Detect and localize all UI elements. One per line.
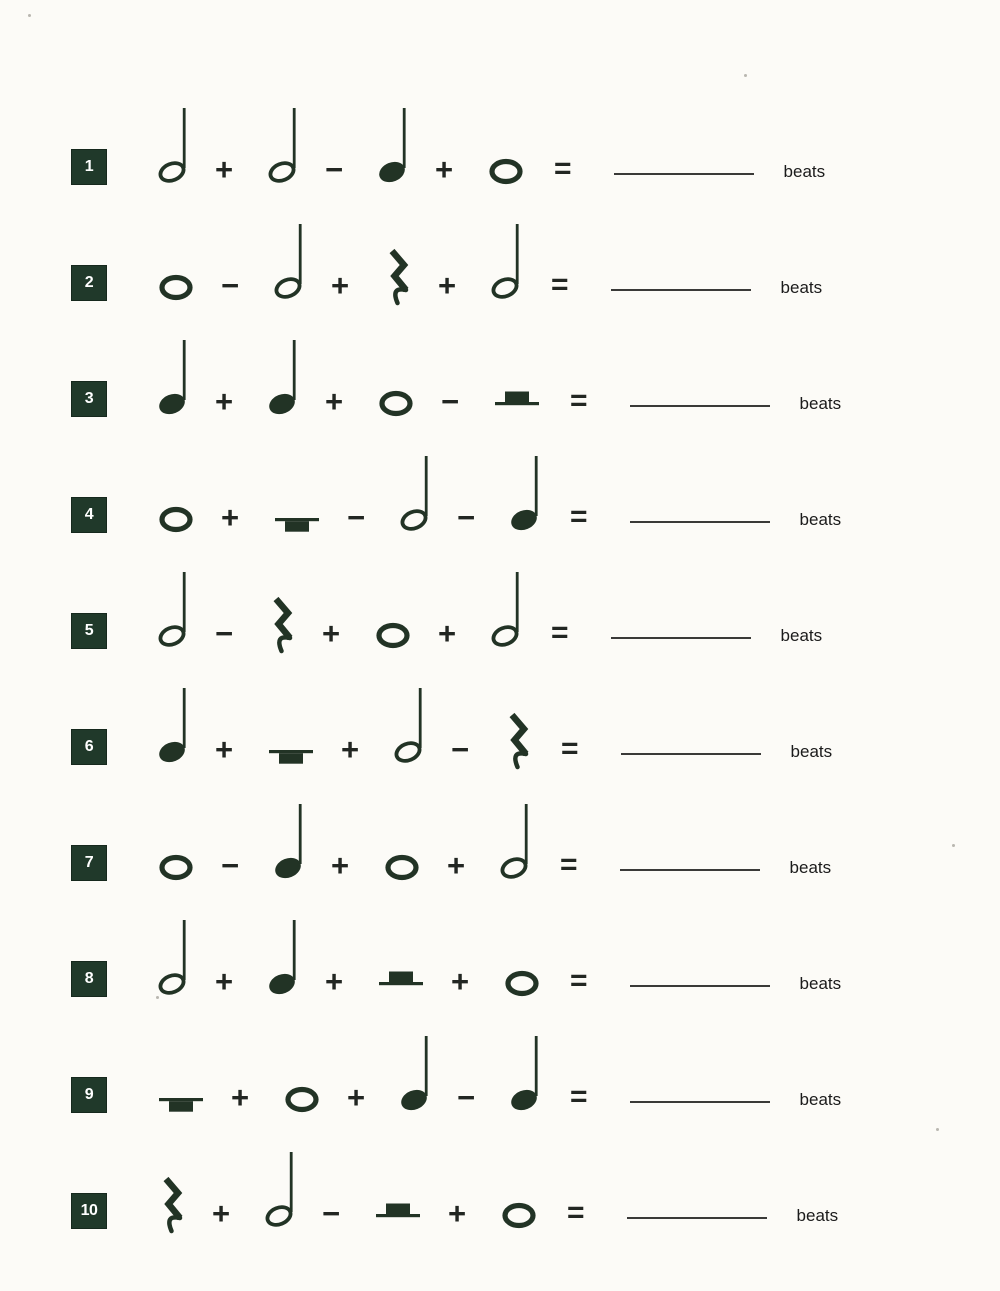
plus-operator: + (215, 152, 234, 187)
half-rest-symbol (378, 970, 424, 986)
plus-operator: + (447, 848, 466, 883)
minus-operator: − (441, 384, 460, 419)
problem-row (0, 192, 1000, 308)
equation-terms (158, 336, 540, 424)
half-note-symbol (394, 684, 424, 764)
equals-sign: = (560, 848, 578, 881)
half-note-symbol (265, 1148, 295, 1228)
problems-list (0, 76, 1000, 1236)
quarter-note-symbol (274, 800, 304, 880)
beats-label: beats (796, 1206, 839, 1225)
quarter-note-symbol (510, 1032, 540, 1112)
beats-label: beats (799, 394, 842, 413)
minus-operator: − (221, 268, 240, 303)
problem-number: 5 (84, 622, 94, 639)
problem-number-badge (72, 150, 106, 184)
quarter-rest-symbol (158, 1176, 185, 1234)
plus-operator: + (215, 732, 234, 767)
problem-number: 2 (84, 274, 94, 291)
equals-sign: = (551, 616, 569, 649)
problem-number-badge (72, 730, 106, 764)
half-note-symbol (268, 104, 298, 184)
quarter-rest-symbol (384, 248, 411, 306)
equation-terms (158, 452, 540, 540)
problem-number-badge (72, 382, 106, 416)
half-note-symbol (274, 220, 304, 300)
equals-sign: = (554, 152, 572, 185)
whole-note-symbol (158, 274, 194, 301)
quarter-rest-symbol (504, 712, 531, 770)
plus-operator: + (347, 1080, 366, 1115)
equation-terms (158, 800, 530, 888)
plus-operator: + (331, 268, 350, 303)
beats-label: beats (799, 510, 842, 529)
answer-blank[interactable] (621, 753, 761, 755)
beats-label: beats (789, 858, 832, 877)
plus-operator: + (438, 616, 457, 651)
beats-label: beats (783, 162, 826, 181)
problem-number: 9 (84, 1086, 94, 1103)
equals-sign: = (570, 964, 588, 997)
scan-speckle (156, 996, 159, 999)
equals-sign: = (551, 268, 569, 301)
answer-blank[interactable] (614, 173, 754, 175)
equals-sign: = (570, 1080, 588, 1113)
problem-row (0, 656, 1000, 772)
whole-rest-symbol (268, 749, 314, 765)
half-note-symbol (158, 916, 188, 996)
whole-note-symbol (378, 390, 414, 417)
plus-operator: + (215, 964, 234, 999)
problem-row (0, 76, 1000, 192)
scan-speckle (936, 1128, 939, 1131)
problem-number: 8 (84, 970, 94, 987)
whole-note-symbol (504, 970, 540, 997)
minus-operator: − (457, 1080, 476, 1115)
minus-operator: − (221, 848, 240, 883)
whole-note-symbol (284, 1086, 320, 1113)
quarter-note-symbol (158, 336, 188, 416)
quarter-note-symbol (400, 1032, 430, 1112)
answer-blank[interactable] (630, 985, 770, 987)
answer-blank[interactable] (611, 289, 751, 291)
quarter-rest-symbol (268, 596, 295, 654)
problem-number-badge (72, 1078, 106, 1112)
plus-operator: + (341, 732, 360, 767)
answer-blank[interactable] (630, 521, 770, 523)
plus-operator: + (322, 616, 341, 651)
equals-sign: = (567, 1196, 585, 1229)
plus-operator: + (435, 152, 454, 187)
problem-row (0, 308, 1000, 424)
minus-operator: − (215, 616, 234, 651)
problem-number-badge (72, 266, 106, 300)
problem-number: 6 (84, 738, 94, 755)
beats-label: beats (799, 1090, 842, 1109)
half-note-symbol (491, 220, 521, 300)
problem-row (0, 772, 1000, 888)
problem-number-badge (72, 614, 106, 648)
problem-number-badge (72, 962, 106, 996)
equation-terms (158, 684, 531, 772)
scan-speckle (28, 14, 31, 17)
beats-label: beats (780, 626, 823, 645)
half-note-symbol (491, 568, 521, 648)
problem-number-badge (72, 846, 106, 880)
whole-note-symbol (488, 158, 524, 185)
problem-row (0, 424, 1000, 540)
equation-terms (158, 916, 540, 1004)
equation-terms (158, 1032, 540, 1120)
scan-speckle (952, 844, 955, 847)
equals-sign: = (561, 732, 579, 765)
half-rest-symbol (375, 1202, 421, 1218)
answer-blank[interactable] (620, 869, 760, 871)
half-note-symbol (500, 800, 530, 880)
equation-terms (158, 104, 524, 192)
quarter-note-symbol (268, 336, 298, 416)
problem-number: 3 (84, 390, 94, 407)
problem-number: 4 (84, 506, 94, 523)
beats-label: beats (790, 742, 833, 761)
answer-blank[interactable] (611, 637, 751, 639)
minus-operator: − (451, 732, 470, 767)
plus-operator: + (451, 964, 470, 999)
plus-operator: + (438, 268, 457, 303)
problem-number-badge (72, 1194, 106, 1228)
problem-row (0, 1004, 1000, 1120)
half-note-symbol (158, 568, 188, 648)
minus-operator: − (347, 500, 366, 535)
plus-operator: + (221, 500, 240, 535)
whole-rest-symbol (274, 517, 320, 533)
problem-number-badge (72, 498, 106, 532)
whole-note-symbol (384, 854, 420, 881)
problem-number: 10 (80, 1202, 98, 1219)
whole-note-symbol (158, 854, 194, 881)
half-rest-symbol (494, 390, 540, 406)
problem-number: 7 (84, 854, 94, 871)
answer-blank[interactable] (630, 1101, 770, 1103)
plus-operator: + (325, 384, 344, 419)
quarter-note-symbol (158, 684, 188, 764)
answer-blank[interactable] (627, 1217, 767, 1219)
problem-row (0, 1120, 1000, 1236)
problem-row (0, 888, 1000, 1004)
plus-operator: + (331, 848, 350, 883)
plus-operator: + (325, 964, 344, 999)
plus-operator: + (215, 384, 234, 419)
quarter-note-symbol (378, 104, 408, 184)
equals-sign: = (570, 384, 588, 417)
plus-operator: + (448, 1196, 467, 1231)
minus-operator: − (457, 500, 476, 535)
scan-speckle (744, 74, 747, 77)
equation-terms (158, 1148, 537, 1236)
equals-sign: = (570, 500, 588, 533)
whole-rest-symbol (158, 1097, 204, 1113)
beats-label: beats (780, 278, 823, 297)
minus-operator: − (322, 1196, 341, 1231)
quarter-note-symbol (268, 916, 298, 996)
problem-row (0, 540, 1000, 656)
problem-number: 1 (84, 158, 94, 175)
plus-operator: + (231, 1080, 250, 1115)
beats-label: beats (799, 974, 842, 993)
whole-note-symbol (501, 1202, 537, 1229)
whole-note-symbol (375, 622, 411, 649)
half-note-symbol (400, 452, 430, 532)
answer-blank[interactable] (630, 405, 770, 407)
quarter-note-symbol (510, 452, 540, 532)
equation-terms (158, 220, 521, 308)
plus-operator: + (212, 1196, 231, 1231)
equation-terms (158, 568, 521, 656)
half-note-symbol (158, 104, 188, 184)
minus-operator: − (325, 152, 344, 187)
whole-note-symbol (158, 506, 194, 533)
